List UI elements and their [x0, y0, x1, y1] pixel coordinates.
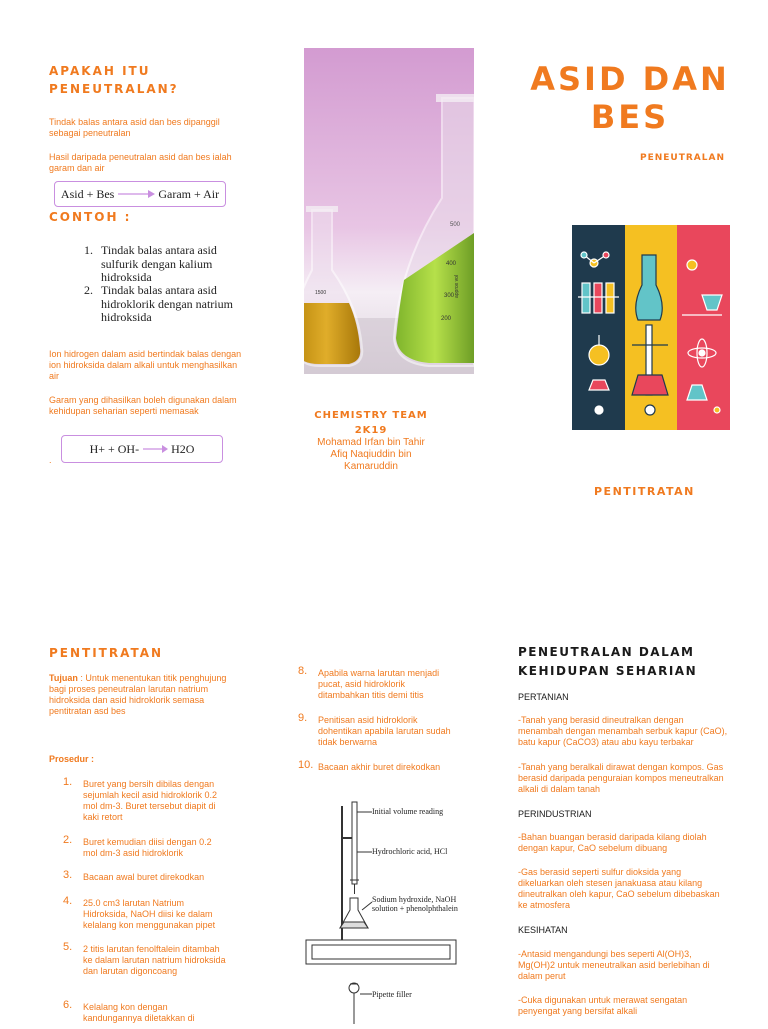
cover-subtitle: PENEUTRALAN	[640, 153, 725, 163]
tujuan-label: Tujuan	[49, 673, 78, 683]
cover-title-line1: ASID DAN	[530, 60, 730, 98]
example-2-num: 2.	[84, 283, 93, 297]
example-2-text: Tindak balas antara asid hidroklorik dengan natrium hidroksida	[101, 283, 233, 324]
example-1-text: Tindak balas antara asid sulfurik dengan kalium hidroksida	[101, 243, 217, 284]
eq2-right: H2O	[171, 441, 195, 456]
step-1-text: Buret yang bersih dibilas dengan sejumlah kecil asid hidroklorik 0.2 mol dm-3. Buret tersebut diapit di kaki retort	[83, 779, 218, 822]
member-2: Afiq Naqiuddin bin Kamaruddin	[330, 449, 412, 472]
contoh-heading: CONTOH :	[49, 210, 132, 224]
stray-dot: .	[49, 455, 52, 465]
tujuan-text	[49, 673, 239, 717]
cover-bottom-label: PENTITRATAN	[594, 485, 695, 498]
step-6-text: Kelalang kon dengan kandungannya diletakkan di	[83, 1002, 195, 1023]
panel1-para1: Tindak balas antara asid dan bes dipanggil sebagai peneutralan	[49, 117, 220, 138]
flask-mark-200: 200	[441, 316, 452, 322]
equation-box-ionic	[61, 435, 223, 463]
cover-title	[530, 60, 730, 136]
member-1: Mohamad Irfan bin Tahir	[317, 437, 425, 448]
kesihatan-item-2: -Cuka digunakan untuk merawat sengatan penyengat yang bersifat alkali	[518, 995, 688, 1016]
step-3-text: Bacaan awal buret direkodkan	[83, 872, 205, 882]
tujuan-body: : Untuk menentukan titik penghujung bagi proses peneutralan larutan natrium hidroksida dan asid hidroklorik semasa pentitratan asd bes	[49, 673, 227, 716]
step-4-num: 4.	[63, 895, 73, 907]
section-kesihatan-title: KESIHATAN	[518, 925, 568, 935]
flask-mark-1500: 1500	[315, 290, 327, 296]
cover-title-line2: BES	[590, 98, 670, 136]
panel1-para3: Ion hidrogen dalam asid bertindak balas dengan ion hidroksida dalam alkali untuk menghasilkan air	[49, 349, 242, 381]
kesihatan-item-1: -Antasid mengandungi bes seperti Al(OH)3, Mg(OH)2 untuk meneutralkan asid berlebihan di dalam perut	[518, 949, 710, 981]
team-title-line1: CHEMISTRY TEAM	[314, 410, 428, 421]
team-title-line2: 2K19	[354, 425, 388, 436]
eq2-left: H+ + OH-	[89, 441, 140, 456]
step-1-num: 1.	[63, 776, 73, 788]
panel6-heading: PENEUTRALAN DALAM KEHIDUPAN SEHARIAN	[518, 645, 698, 678]
flask-illustration	[304, 48, 474, 374]
step-8-num: 8.	[298, 665, 308, 677]
label-sodium-hydroxide: Sodium hydroxide, NaOH solution + phenolphthalein	[372, 895, 458, 913]
label-hydrochloric: Hydrochloric acid, HCl	[372, 847, 448, 856]
panel1-para4: Garam yang dihasilkan boleh digunakan dalam kehidupan seharian seperti memasak	[49, 395, 237, 416]
team-members	[304, 437, 438, 473]
panel1-para2: Hasil daripada peneutralan asid dan bes ialah garam dan air	[49, 152, 232, 173]
step-5-text: 2 titis larutan fenolftalein ditambah ke dalam larutan natrium hidroksida dan larutan digoncoang	[83, 944, 226, 976]
pentitratan-heading: PENTITRATAN	[49, 646, 164, 660]
step-8-text: Apabila warna larutan menjadi pucat, asid hidroklorik ditambahkan titis demi titis	[318, 668, 440, 700]
step-9-num: 9.	[298, 712, 308, 724]
flask-mark-300: 300	[444, 293, 455, 299]
panel1-heading: APAKAH ITU PENEUTRALAN?	[49, 64, 179, 96]
step-4-text: 25.0 cm3 larutan Natrium Hidroksida, NaOH diisi ke dalam kelalang kon menggunakan pipet	[83, 898, 216, 930]
label-initial-volume: Initial volume reading	[372, 807, 444, 816]
section-perindustrian-title: PERINDUSTRIAN	[518, 809, 592, 819]
step-10-num: 10.	[298, 759, 314, 771]
pertanian-item-1: -Tanah yang berasid dineutralkan dengan menambah dengan menambah serbuk kapur (CaO), batu kapur (CaCO3) atau abu kayu terbakar	[518, 715, 728, 747]
flask-mark-500: 500	[450, 222, 461, 228]
section-pertanian-title: PERTANIAN	[518, 692, 569, 702]
team-title	[304, 408, 438, 438]
step-2-num: 2.	[63, 834, 73, 846]
eq1-right: Garam + Air	[158, 186, 220, 201]
step-2-text: Buret kemudian diisi dengan 0.2 mol dm-3 asid hidroklorik	[83, 837, 212, 858]
step-3-num: 3.	[63, 869, 73, 881]
example-1-num: 1.	[84, 243, 93, 257]
label-pipette-filler: Pipette filler	[372, 990, 412, 999]
equation-box-neutralization	[54, 181, 226, 207]
eq1-left: Asid + Bes	[60, 186, 115, 201]
step-5-num: 5.	[63, 941, 73, 953]
flask-mark-approx: approx vol	[454, 274, 460, 298]
step-9-text: Penitisan asid hidroklorik dohentikan apabila larutan sudah tidak berwarna	[318, 715, 451, 747]
flask-mark-400: 400	[446, 261, 457, 267]
step-6-num: 6.	[63, 999, 73, 1011]
titration-diagram	[300, 798, 470, 1024]
arrow-icon	[116, 189, 156, 199]
perindustrian-item-2: -Gas berasid seperti sulfur dioksida yang dikeluarkan oleh stesen janakuasa atau kilang dineutralkan oleh kapur, CaO sebelum dibebaskan ke atmosfera	[518, 867, 720, 910]
chemistry-illustration	[572, 225, 730, 430]
pertanian-item-2: -Tanah yang beralkali dirawat dengan kompos. Gas berasid daripada penguraian kompos meneutralkan alkali di dalam tanah	[518, 762, 724, 794]
perindustrian-item-1: -Bahan buangan berasid daripada kilang diolah dengan kapur, CaO sebelum dibuang	[518, 832, 707, 853]
flask-photo	[304, 48, 474, 374]
step-10-text: Bacaan akhir buret direkodkan	[318, 762, 441, 772]
arrow-icon	[141, 444, 169, 454]
prosedur-label: Prosedur :	[49, 754, 95, 764]
